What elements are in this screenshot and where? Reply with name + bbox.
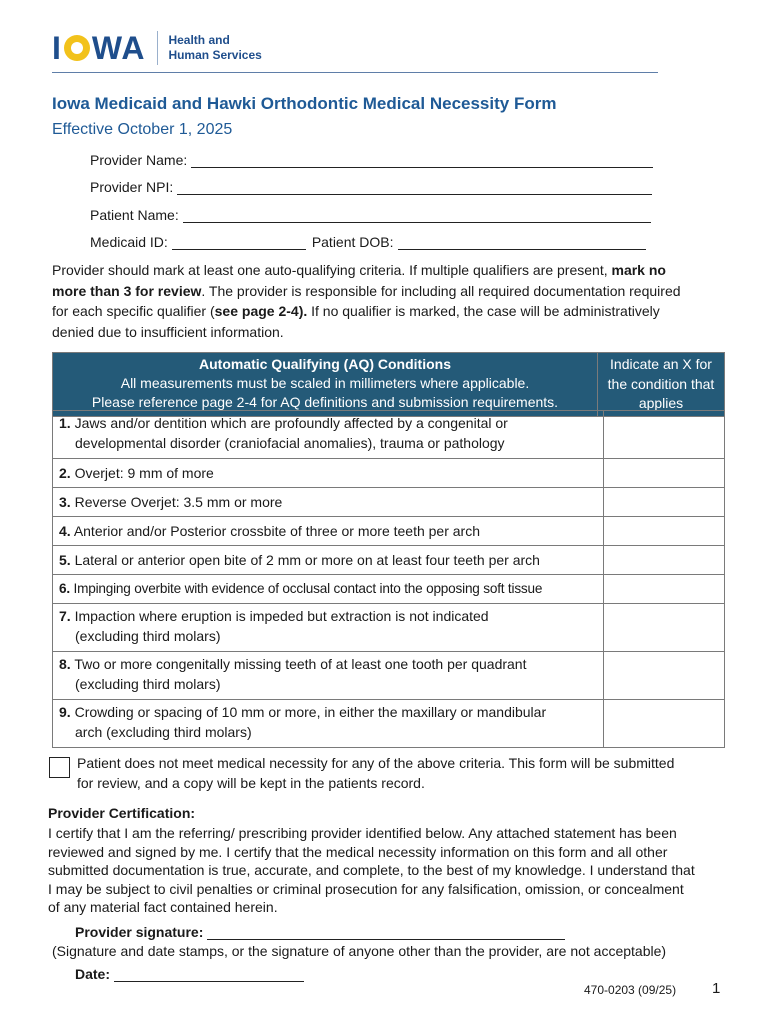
table-row xyxy=(53,604,725,652)
form-title: Iowa Medicaid and Hawki Orthodontic Medical Necessity Form xyxy=(52,94,557,113)
condition-2-mark-cell[interactable] xyxy=(604,459,725,488)
provider-npi-row xyxy=(90,178,652,195)
logo-letters-wa: WA xyxy=(91,29,146,66)
aq-header-line3: Please reference page 2-4 for AQ definitions and submission requirements. xyxy=(91,394,559,410)
form-number: 470-0203 (09/25) xyxy=(584,983,677,997)
logo-divider xyxy=(157,31,158,65)
condition-1-mark-cell[interactable] xyxy=(604,411,725,459)
row-text-line1: Lateral or anterior open bite of 2 mm or more on at least four teeth per arch xyxy=(74,552,540,568)
table-row xyxy=(53,652,725,700)
row-number: 1. xyxy=(59,415,71,431)
condition-7-mark-cell[interactable] xyxy=(604,604,725,652)
table-row xyxy=(53,517,725,546)
aq-conditions-table xyxy=(52,352,725,417)
condition-9-mark-cell[interactable] xyxy=(604,700,725,748)
row-text-line1: Impinging overbite with evidence of occlusal contact into the opposing soft tissue xyxy=(73,581,543,596)
row-text-line1: Overjet: 9 mm of more xyxy=(74,465,214,481)
ids-row xyxy=(90,233,646,250)
logo-subtitle-line2: Human Services xyxy=(168,48,262,62)
intro-text-3: If no qualifier is marked, the case will be administratively denied due to insufficient information. xyxy=(52,303,660,340)
does-not-meet-text: Patient does not meet medical necessity for any of the above criteria. This form will be submitted for review, and a copy will be kept in the patients record. xyxy=(77,755,675,791)
intro-text-1: Provider should mark at least one auto-qualifying criteria. If multiple qualifiers are present, xyxy=(52,262,612,278)
logo-wordmark xyxy=(52,30,145,67)
table-row xyxy=(53,546,725,575)
provider-name-label: Provider Name: xyxy=(90,152,188,168)
table-row xyxy=(53,575,725,604)
row-number: 9. xyxy=(59,704,71,720)
row-number: 8. xyxy=(59,656,71,672)
patient-name-field[interactable] xyxy=(183,206,651,223)
provider-npi-label: Provider NPI: xyxy=(90,179,174,195)
condition-3 xyxy=(53,488,604,517)
instructions-paragraph xyxy=(52,260,692,342)
row-text-line1: Reverse Overjet: 3.5 mm or more xyxy=(74,494,283,510)
signature-note: (Signature and date stamps, or the signature of anyone other than the provider, are not acceptable) xyxy=(52,943,667,959)
condition-3-mark-cell[interactable] xyxy=(604,488,725,517)
row-text-line1: Jaws and/or dentition which are profoundly affected by a congenital or xyxy=(74,415,508,431)
row-text-line1: Two or more congenitally missing teeth of at least one tooth per quadrant xyxy=(74,656,527,672)
row-text-line2: developmental disorder (craniofacial anomalies), trauma or pathology xyxy=(75,435,505,451)
condition-6-mark-cell[interactable] xyxy=(604,575,725,604)
certification-heading: Provider Certification: xyxy=(48,805,196,821)
aq-header-line2: All measurements must be scaled in millimeters where applicable. xyxy=(120,375,530,391)
condition-4-mark-cell[interactable] xyxy=(604,517,725,546)
row-text-line1: Crowding or spacing of 10 mm or more, in either the maxillary or mandibular xyxy=(74,704,547,720)
row-text-line1: Impaction where eruption is impeded but extraction is not indicated xyxy=(74,608,489,624)
patient-dob-label: Patient DOB: xyxy=(311,234,394,250)
header-divider xyxy=(52,72,658,73)
row-text-line2: (excluding third molars) xyxy=(75,628,221,644)
table-row xyxy=(53,459,725,488)
row-number: 2. xyxy=(59,465,71,481)
form-effective-date: Effective October 1, 2025 xyxy=(52,121,233,138)
signature-label: Provider signature: xyxy=(75,924,204,940)
medicaid-id-label: Medicaid ID: xyxy=(90,234,168,250)
provider-name-field[interactable] xyxy=(191,151,653,168)
row-text-line2: arch (excluding third molars) xyxy=(75,724,252,740)
table-row xyxy=(53,411,725,459)
condition-6 xyxy=(53,575,604,604)
provider-npi-field[interactable] xyxy=(177,178,652,195)
condition-8-mark-cell[interactable] xyxy=(604,652,725,700)
table-header-row xyxy=(53,353,725,417)
intro-text-2: . The provider is responsible for including all required documentation required for each specific qualifier ( xyxy=(52,282,681,319)
condition-4 xyxy=(53,517,604,546)
signature-row xyxy=(75,923,565,940)
row-text-line2: (excluding third molars) xyxy=(75,676,221,692)
aq-header-title: Automatic Qualifying (AQ) Conditions xyxy=(199,356,451,372)
row-number: 5. xyxy=(59,552,71,568)
row-number: 3. xyxy=(59,494,71,510)
table-row xyxy=(53,488,725,517)
date-field[interactable] xyxy=(114,965,304,982)
patient-name-row xyxy=(90,206,651,223)
condition-5 xyxy=(53,546,604,575)
row-number: 6. xyxy=(59,581,70,596)
medicaid-id-field[interactable] xyxy=(172,233,306,250)
patient-name-label: Patient Name: xyxy=(90,207,179,223)
logo-subtitle-line1: Health and xyxy=(168,33,230,47)
date-label: Date: xyxy=(75,966,111,982)
logo-sun-icon xyxy=(64,35,90,61)
indicate-header-text: Indicate an X for the condition that applies xyxy=(607,356,715,411)
logo-subtitle xyxy=(168,33,261,63)
table-row xyxy=(53,700,725,748)
condition-2 xyxy=(53,459,604,488)
provider-name-row xyxy=(90,151,653,168)
row-number: 7. xyxy=(59,608,71,624)
patient-dob-field[interactable] xyxy=(398,233,646,250)
agency-logo xyxy=(52,28,262,68)
indicate-column-header xyxy=(598,353,725,417)
does-not-meet-checkbox[interactable] xyxy=(49,757,70,778)
row-number: 4. xyxy=(59,523,71,539)
condition-9 xyxy=(53,700,604,748)
certification-statement: I certify that I am the referring/ prescribing provider identified below. Any attached statement has been reviewed and signed by me. I certify that the medical necessity information on this form and all other submitted documentation is true, accurate, and complete, to the best of my knowledge. I understand that I may be subject to civil penalties or criminal prosecution for any falsification, omission, or concealment of any material fact contained herein. xyxy=(48,825,695,915)
page-number: 1 xyxy=(712,980,721,997)
signature-field[interactable] xyxy=(207,923,565,940)
aq-column-header xyxy=(53,353,598,417)
aq-conditions-body xyxy=(52,410,725,748)
condition-8 xyxy=(53,652,604,700)
intro-bold-1: mark no more than 3 for review xyxy=(52,262,666,299)
intro-bold-2: see page 2-4). xyxy=(214,303,308,319)
row-text-line1: Anterior and/or Posterior crossbite of three or more teeth per arch xyxy=(73,523,481,539)
condition-1 xyxy=(53,411,604,459)
date-row xyxy=(75,965,304,982)
logo-letter-i: I xyxy=(52,29,62,66)
condition-7 xyxy=(53,604,604,652)
condition-5-mark-cell[interactable] xyxy=(604,546,725,575)
